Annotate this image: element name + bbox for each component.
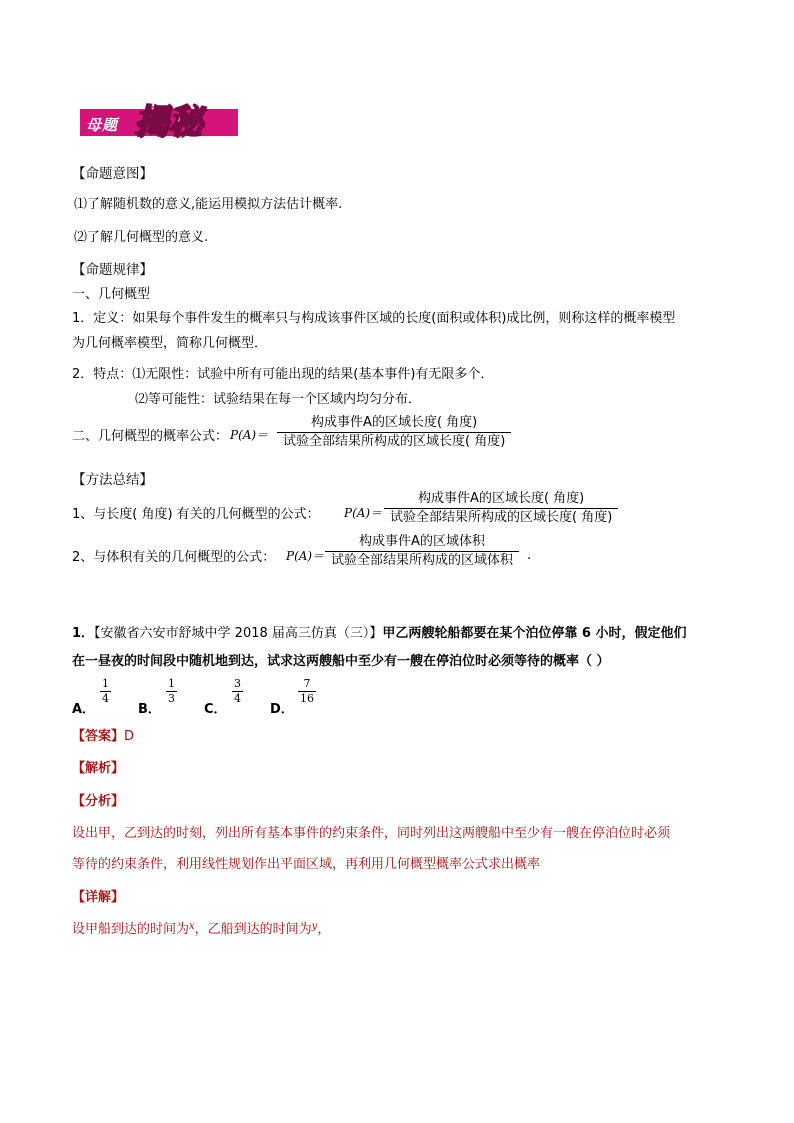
section-title-method: 【方法总结】 [72,472,153,488]
answer-tag: 【答案】 [72,729,125,744]
method-2-denominator: 试验全部结果所构成的区域体积 [331,553,514,568]
rules-formula-lhs: P(A)＝ [230,428,269,442]
title-banner [80,98,238,142]
detail-text-1: 设甲船到达的时间为 [72,922,190,937]
problem-text-1: 甲乙两艘轮船都要在某个泊位停靠 6 小时，假定他们 [382,626,687,641]
option-a-fraction [100,677,111,706]
rules-definition-2: 为几何概率模型，简称几何概型． [72,336,268,351]
detail-line [72,918,330,937]
option-d-num: 7 [298,677,316,692]
method-2-fraction [325,533,519,570]
problem-source: 【安徽省六安市舒城中学 2018 届高三仿真（三）】 [94,626,383,641]
problem-number: 1． [72,626,95,641]
option-b-den: 3 [168,692,175,705]
fenxi-line-1: 设出甲，乙到达的时刻，列出所有基本事件的约束条件，同时列出这两艘船中至少有一艘在停泊位时必须 [72,826,671,841]
option-b-num: 1 [168,677,175,690]
method-2-end: . [527,548,532,563]
rules-feature-1: 2．特点：⑴无限性：试验中所有可能出现的结果(基本事件)有无限多个． [72,367,494,382]
method-2-lhs: P(A)＝ [286,549,325,563]
fenxi-tag: 【分析】 [72,794,125,809]
section-title-intent: 【命题意图】 [72,166,153,182]
method-1-numerator: 构成事件A的区域长度( 角度) [384,490,618,509]
banner-big-text: 揭秘 [134,102,202,142]
fenxi-line-2: 等待的约束条件，利用线性规划作出平面区域，再利用几何概型概率公式求出概率 [72,857,541,872]
option-c-label: C． [204,702,227,717]
banner-small-text: 母题 [86,116,119,134]
detail-text-2: ，乙船到达的时间为 [194,922,312,937]
rules-formula-denominator: 试验全部结果所构成的区域长度( 角度) [283,434,506,449]
answer-value: D [124,729,135,744]
intent-line-2: ⑵了解几何概型的意义. [74,230,209,245]
option-a-den: 4 [102,692,109,705]
section-title-rules: 【命题规律】 [72,262,153,278]
option-a-label: A． [72,702,96,717]
option-b-fraction [166,677,177,706]
rules-formula-label: 二、几何概型的概率公式： [72,429,229,444]
option-d-fraction [298,677,316,706]
method-2-label: 2、与体积有关的几何概型的公式： [72,550,276,565]
rules-formula-numerator: 构成事件A的区域长度( 角度) [277,414,511,433]
intent-line-1: ⑴了解随机数的意义,能运用模拟方法估计概率. [74,197,343,212]
problem-line-1 [72,622,687,641]
rules-feature-2: ⑵等可能性：试验结果在每一个区域内均匀分布． [135,392,422,407]
option-a-num: 1 [102,677,109,690]
detail-text-3: ， [317,922,331,937]
option-c-num: 3 [234,677,241,690]
option-d-label: D． [270,702,294,717]
detail-tag: 【详解】 [72,890,125,905]
method-1-lhs: P(A)＝ [344,506,383,520]
answer-line [72,725,134,744]
method-1-denominator: 试验全部结果所构成的区域长度( 角度) [390,510,613,525]
problem-text-2: 在一昼夜的时间段中随机地到达，试求这两艘船中至少有一艘在停泊位时必须等待的概率（ ） [72,654,610,669]
option-c-fraction [232,677,243,706]
option-b-label: B． [138,702,161,717]
method-2-numerator: 构成事件A的区域体积 [325,533,519,552]
option-c-den: 4 [234,692,241,705]
rules-definition-1: 1．定义：如果每个事件发生的概率只与构成该事件区域的长度(面积或体积)成比例，则称这样的概率模型 [72,311,676,326]
method-1-fraction [384,490,618,527]
analysis-tag: 【解析】 [72,761,125,776]
variable-x: x [189,921,195,932]
rules-formula-fraction [277,414,511,451]
variable-y: y [311,921,318,932]
rules-heading-1: 一、几何概型 [72,287,151,302]
option-d-den: 16 [300,692,314,705]
method-1-label: 1、与长度( 角度) 有关的几何概型的公式： [72,507,320,522]
